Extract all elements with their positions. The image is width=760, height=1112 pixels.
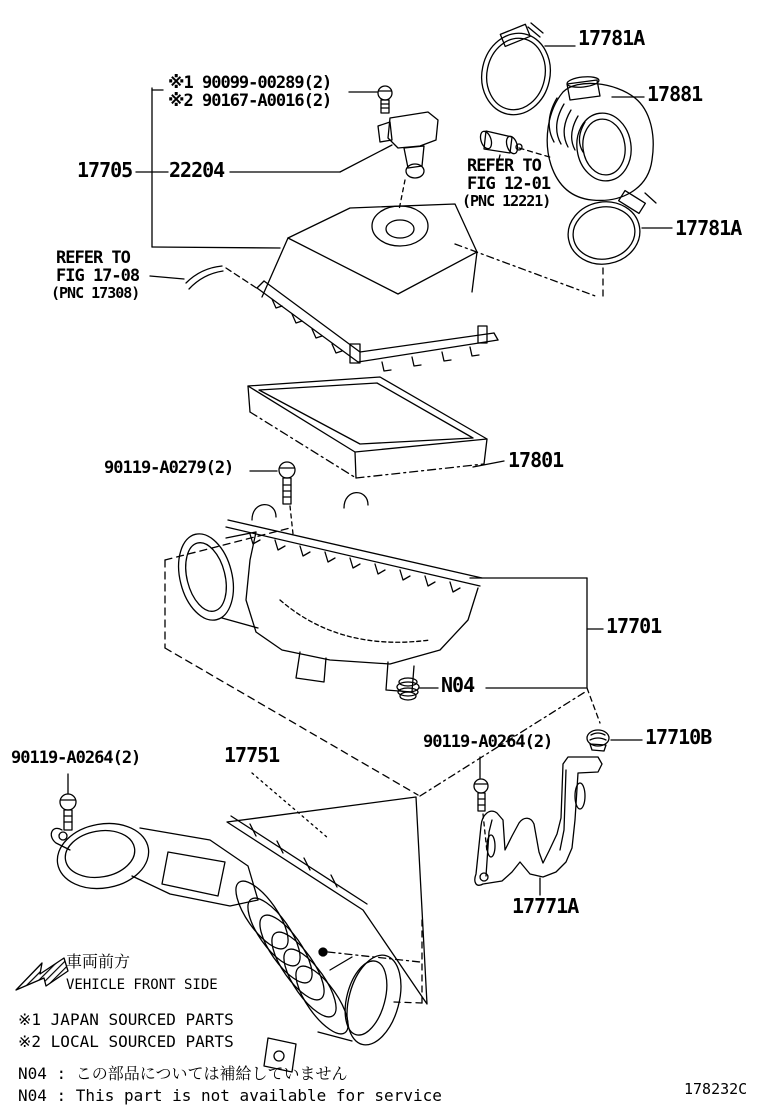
diagram-code: 178232C	[684, 1080, 748, 1098]
part-label-cap-bolt: 90119-A0279(2)	[104, 458, 234, 478]
part-label-clamp-top: 17781A	[578, 26, 645, 50]
part-label-maf-sensor: 22204	[169, 158, 225, 182]
bracket-drawing	[475, 757, 602, 895]
hose-clamp-top-drawing	[474, 23, 575, 121]
refer-fig-17-08-line2: FIG 17-08	[56, 266, 140, 286]
footnote-local-sourced: ※2 LOCAL SOURCED PARTS	[18, 1032, 234, 1051]
refer-fig-12-01-line3: (PNC 12221)	[462, 192, 551, 210]
part-label-bolt-set-2: ※2 90167-A0016(2)	[168, 91, 332, 111]
footnote-n04-en: N04 : This part is not available for service	[18, 1086, 442, 1105]
cap-bolt-drawing	[250, 462, 295, 534]
part-label-bracket: 17771A	[512, 894, 579, 918]
hose-clamp-bottom-drawing	[563, 191, 672, 298]
part-label-filter: 17801	[508, 448, 564, 472]
filter-element-drawing	[248, 377, 504, 478]
part-label-bolt-set-1: ※1 90099-00289(2)	[168, 73, 332, 93]
refer-17-08-leader	[150, 266, 258, 289]
part-label-case: 17701	[606, 614, 662, 638]
refer-fig-12-01-line2: FIG 12-01	[467, 174, 551, 194]
footnote-n04-jp: N04 : この部品については補給していません	[18, 1064, 348, 1083]
part-label-cap-assembly: 17705	[77, 158, 133, 182]
part-label-grommet: N04	[441, 673, 475, 697]
bracket-bolt-drawing	[474, 757, 488, 852]
grommet-drawing	[397, 678, 586, 700]
clip-drawing	[587, 730, 642, 751]
refer-fig-17-08-line3: (PNC 17308)	[51, 284, 140, 302]
duct-bolt-drawing	[60, 774, 76, 830]
vehicle-front-arrow-icon	[16, 958, 68, 990]
air-hose-drawing	[547, 75, 653, 200]
maf-sensor-drawing	[349, 86, 438, 210]
refer-fig-12-01-line1: REFER TO	[467, 156, 541, 176]
part-label-clamp-bottom: 17781A	[675, 216, 742, 240]
part-label-duct-bolt: 90119-A0264(2)	[11, 748, 141, 768]
vehicle-front-label-jp: 車両前方	[66, 952, 131, 971]
refer-fig-17-08-line1: REFER TO	[56, 248, 130, 268]
part-label-clip: 17710B	[645, 725, 712, 749]
vehicle-front-label-en: VEHICLE FRONT SIDE	[66, 977, 218, 993]
part-label-duct: 17751	[224, 743, 280, 767]
part-label-bracket-bolt: 90119-A0264(2)	[423, 732, 553, 752]
air-cleaner-cap-drawing	[257, 204, 598, 371]
part-label-hose: 17881	[647, 82, 703, 106]
footnote-japan-sourced: ※1 JAPAN SOURCED PARTS	[18, 1010, 234, 1029]
